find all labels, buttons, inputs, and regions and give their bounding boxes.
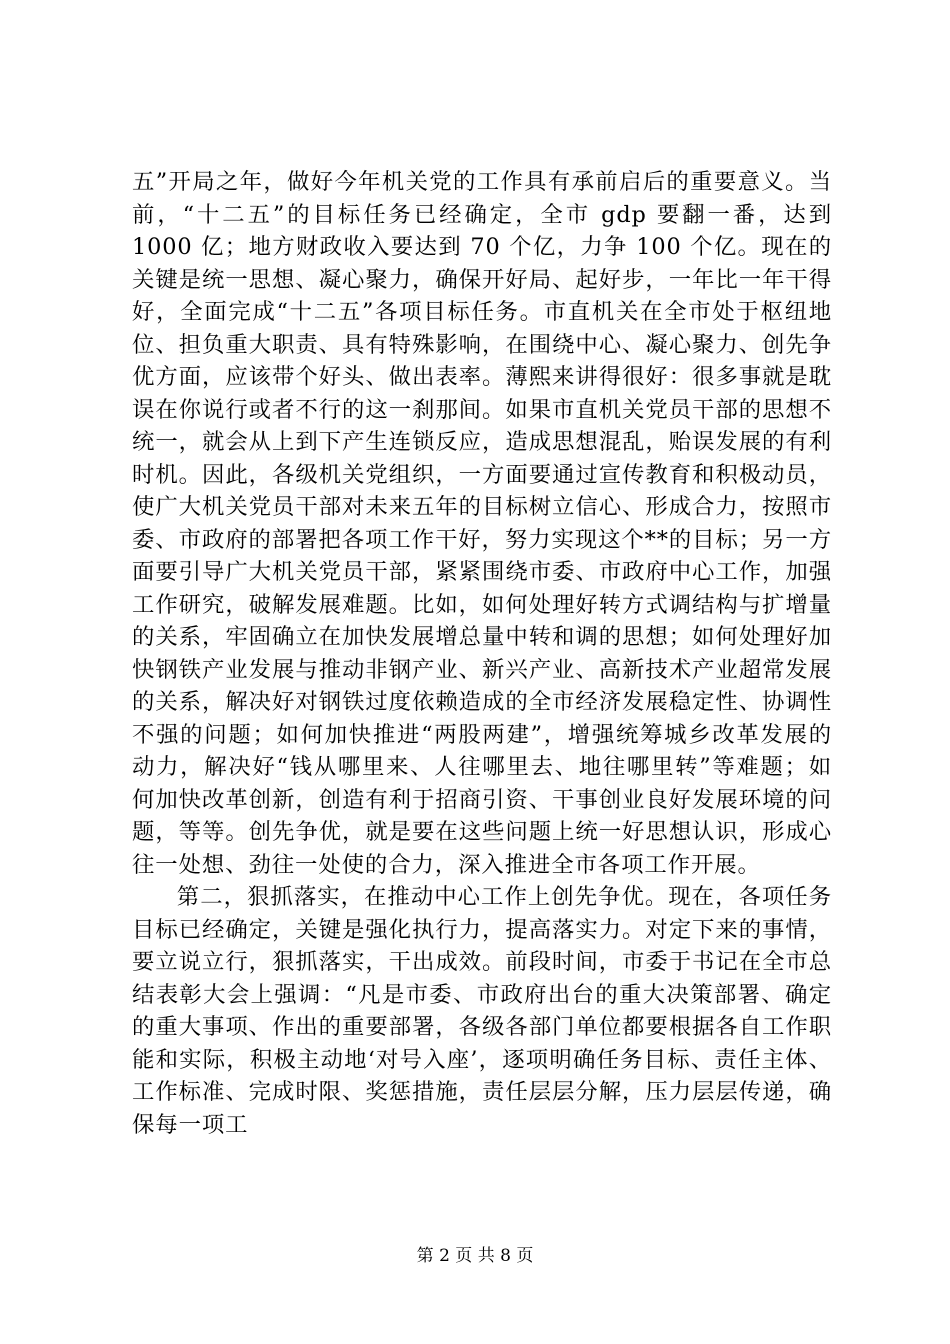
document-body	[132, 166, 832, 1141]
paragraph-continuation: 五”开局之年，做好今年机关党的工作具有承前启后的重要意义。当前，“十二五”的目标任务已经确定，全市 gdp 要翻一番，达到 1000 亿；地方财政收入要达到 70 个亿，力争 100 个亿。现在的关键是统一思想、凝心聚力，确保开好局、起好步，一年比一年干得好，全面完成“十二五”各项目标任务。市直机关在全市处于枢纽地位、担负重大职责、具有特殊影响，在围绕中心、凝心聚力、创先争优方面，应该带个好头、做出表率。薄熙来讲得很好：很多事就是耽误在你说行或者不行的这一刹那间。如果市直机关党员干部的思想不统一，就会从上到下产生连锁反应，造成思想混乱，贻误发展的有利时机。因此，各级机关党组织，一方面要通过宣传教育和积极动员，使广大机关党员干部对未来五年的目标树立信心、形成合力，按照市委、市政府的部署把各项工作干好，努力实现这个**的目标；另一方面要引导广大机关党员干部，紧紧围绕市委、市政府中心工作，加强工作研究，破解发展难题。比如，如何处理好转方式调结构与扩增量的关系，牢固确立在加快发展增总量中转和调的思想；如何处理好加快钢铁产业发展与推动非钢产业、新兴产业、高新技术产业超常发展的关系，解决好对钢铁过度依赖造成的全市经济发展稳定性、协调性不强的问题；如何加快推进“两股两建”，增强统筹城乡改革发展的动力，解决好“钱从哪里来、人往哪里去、地往哪里转”等难题；如何加快改革创新，创造有利于招商引资、干事创业良好发展环境的问题，等等。创先争优，就是要在这些问题上统一好思想认识，形成心往一处想、劲往一处使的合力，深入推进全市各项工作开展。	[132, 169, 832, 878]
page-footer: 第 2 页 共 8 页	[416, 1246, 534, 1266]
paragraph-second-point: 第二，狠抓落实，在推动中心工作上创先争优。现在，各项任务目标已经确定，关键是强化执行力，提高落实力。对定下来的事情，要立说立行，狠抓落实，干出成效。前段时间，市委于书记在全市总结表彰大会上强调：“凡是市委、市政府出台的重大决策部署、确定的重大事项、作出的重要部署，各级各部门单位都要根据各自工作职能和实际，积极主动地‘对号入座’，逐项明确任务目标、责任主体、工作标准、完成时限、奖惩措施，责任层层分解，压力层层传递，确保每一项工	[132, 884, 832, 1138]
